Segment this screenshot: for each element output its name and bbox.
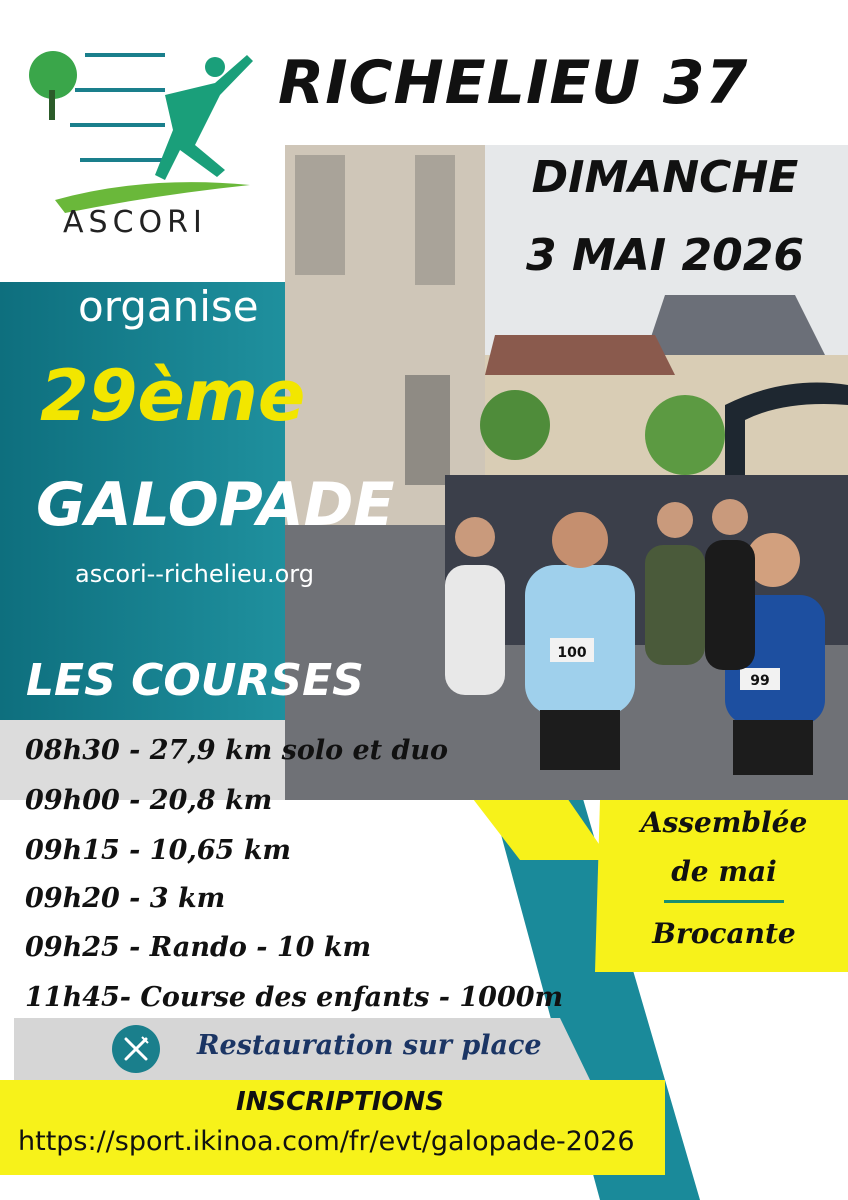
race-item: 08h30 - 27,9 km solo et duo — [25, 735, 449, 766]
race-item: 11h45- Course des enfants - 1000m — [25, 982, 564, 1013]
date-box — [520, 150, 810, 284]
event-day: DIMANCHE — [531, 152, 799, 203]
bib-100: 100 — [557, 645, 587, 661]
race-item: 09h20 - 3 km — [25, 883, 226, 914]
race-item: 09h00 - 20,8 km — [25, 785, 273, 816]
logo-text: ASCORI — [63, 205, 207, 240]
organise-text: organise — [78, 282, 259, 331]
race-item: 09h25 - Rando - 10 km — [25, 932, 372, 963]
page-title: RICHELIEU 37 — [278, 48, 749, 118]
race-item: 09h15 - 10,65 km — [25, 835, 292, 866]
ascori-logo — [15, 35, 265, 250]
side-line-1: Assemblée — [640, 806, 808, 839]
races-heading: LES COURSES — [26, 655, 364, 706]
registration-heading: INSCRIPTIONS — [236, 1087, 444, 1117]
side-line-2: de mai — [671, 855, 777, 888]
website-link[interactable]: ascori--richelieu.org — [75, 560, 314, 588]
event-name: GALOPADE — [36, 470, 395, 540]
event-date: 3 MAI 2026 — [526, 230, 804, 281]
registration-link[interactable]: https://sport.ikinoa.com/fr/evt/galopade-2026 — [18, 1126, 635, 1157]
edition-text: 29ème — [40, 355, 306, 437]
side-line-3: Brocante — [652, 917, 796, 950]
food-label: Restauration sur place — [197, 1030, 542, 1061]
side-events-box — [613, 806, 835, 950]
fork-knife-icon — [112, 1025, 160, 1073]
bib-99: 99 — [750, 673, 770, 689]
divider — [664, 900, 784, 903]
